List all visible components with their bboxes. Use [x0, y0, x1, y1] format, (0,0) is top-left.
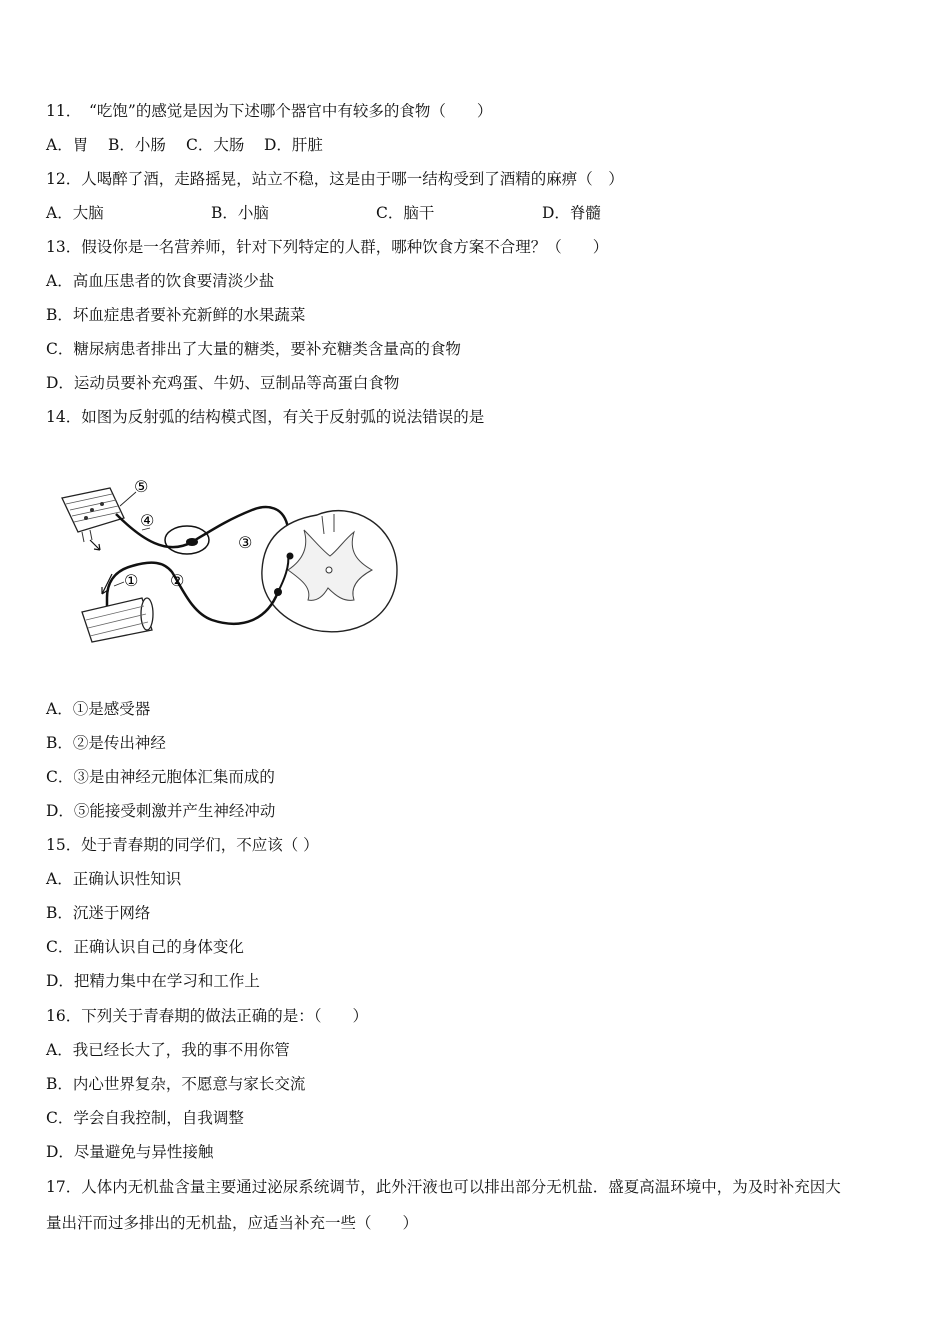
option-d: D．脊髓 — [542, 204, 601, 222]
ganglion-cell-body — [186, 538, 198, 546]
effector-muscle — [82, 598, 153, 642]
option-d: D．肝脏 — [264, 136, 323, 154]
neuron-body-dot — [287, 553, 294, 560]
question-12-options — [46, 202, 601, 224]
leader-line — [114, 582, 124, 586]
question-15-stem: 15．处于青春期的同学们，不应该（ ） — [46, 836, 319, 854]
question-13-option-c: C．糖尿病患者排出了大量的糖类，要补充糖类含量高的食物 — [46, 340, 461, 358]
receptor-skin-block — [62, 488, 124, 542]
label-4: ④ — [140, 511, 155, 530]
label-5: ⑤ — [134, 477, 149, 496]
question-16-stem: 16．下列关于青春期的做法正确的是：（ ） — [46, 1007, 368, 1025]
reflex-arc-diagram — [52, 470, 412, 665]
option-c: C．大肠 — [186, 136, 245, 154]
question-17-stem: 17．人体内无机盐含量主要通过泌尿系统调节，此外汗液也可以排出部分无机盐．盛夏高温环境中，为及时补充因大 — [46, 1178, 841, 1196]
question-17-stem-continued: 量出汗而过多排出的无机盐，应适当补充一些（ ） — [46, 1214, 419, 1232]
question-15-option-c: C．正确认识自己的身体变化 — [46, 938, 244, 956]
question-16-option-b: B．内心世界复杂，不愿意与家长交流 — [46, 1075, 306, 1093]
arrow-down-icon — [90, 540, 100, 550]
question-14-option-a: A．①是感受器 — [46, 700, 151, 718]
question-16-option-d: D．尽量避免与异性接触 — [46, 1143, 214, 1161]
question-14-option-b: B．②是传出神经 — [46, 734, 166, 752]
question-14-stem: 14．如图为反射弧的结构模式图，有关于反射弧的说法错误的是 — [46, 408, 485, 426]
question-14-option-c: C．③是由神经元胞体汇集而成的 — [46, 768, 275, 786]
question-13-option-d: D．运动员要补充鸡蛋、牛奶、豆制品等高蛋白食物 — [46, 374, 400, 392]
question-13-option-a: A．高血压患者的饮食要清淡少盐 — [46, 272, 275, 290]
label-2: ② — [170, 571, 185, 590]
label-1: ① — [124, 571, 139, 590]
option-b: B．小肠 — [108, 136, 166, 154]
spinal-cord-section — [262, 511, 397, 632]
question-11-stem: 11． “吃饱”的感觉是因为下述哪个器官中有较多的食物（ ） — [46, 102, 493, 120]
option-c: C．脑干 — [376, 204, 435, 222]
question-15-option-b: B．沉迷于网络 — [46, 904, 151, 922]
option-a: A．大脑 — [46, 204, 104, 222]
option-a: A．胃 — [46, 136, 89, 154]
question-16-option-a: A．我已经长大了，我的事不用你管 — [46, 1041, 290, 1059]
question-14-option-d: D．⑤能接受刺激并产生神经冲动 — [46, 802, 276, 820]
question-16-option-c: C．学会自我控制，自我调整 — [46, 1109, 244, 1127]
question-15-option-a: A．正确认识性知识 — [46, 870, 182, 888]
question-15-option-d: D．把精力集中在学习和工作上 — [46, 972, 260, 990]
question-12-stem: 12．人喝醉了酒，走路摇晃，站立不稳，这是由于哪一结构受到了酒精的麻痹（ ） — [46, 170, 624, 188]
option-b: B．小脑 — [211, 204, 269, 222]
question-13-stem: 13．假设你是一名营养师，针对下列特定的人群，哪种饮食方案不合理？（ ） — [46, 238, 609, 256]
question-11-options — [46, 134, 323, 156]
question-13-option-b: B．坏血症患者要补充新鲜的水果蔬菜 — [46, 306, 306, 324]
label-3: ③ — [238, 533, 253, 552]
